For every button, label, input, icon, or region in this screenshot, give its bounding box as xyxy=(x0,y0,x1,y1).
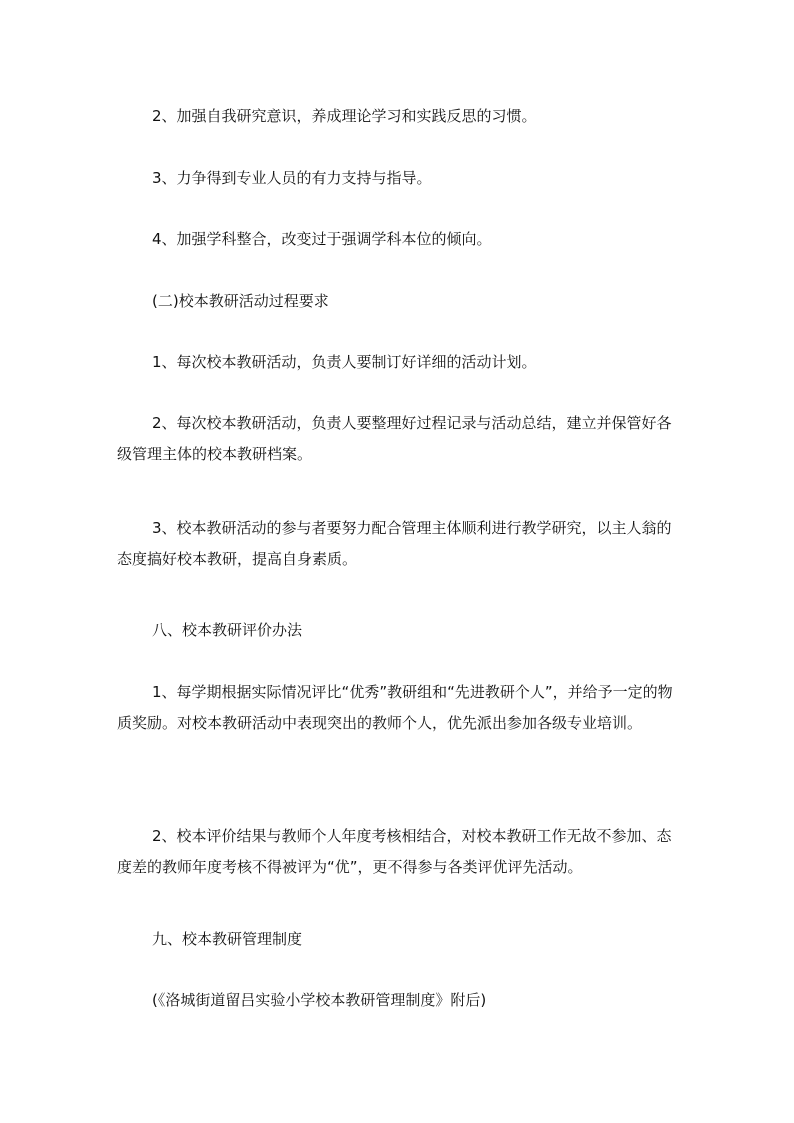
paragraph-subject-integration: 4、加强学科整合，改变过于强调学科本位的倾向。 xyxy=(152,230,492,248)
paragraph-appendix-note: (《洛城街道留吕实验小学校本教研管理制度》附后) xyxy=(152,991,487,1009)
section-heading-evaluation-methods: 八、校本教研评价办法 xyxy=(152,621,303,639)
paragraph-professional-support: 3、力争得到专业人员的有力支持与指导。 xyxy=(152,169,432,187)
paragraph-activity-plan: 1、每次校本教研活动，负责人要制订好详细的活动计划。 xyxy=(152,353,537,371)
paragraph-participant-cooperation: 3、校本教研活动的参与者要努力配合管理主体顺利进行教学研究，以主人翁的态度搞好校本教研，提高自身素质。 xyxy=(117,519,672,568)
paragraph-annual-awards: 1、每学期根据实际情况评比“优秀”教研组和“先进教研个人”，并给予一定的物质奖励。对校本教研活动中表现突出的教师个人，优先派出参加各级专业培训。 xyxy=(117,683,673,732)
paragraph-process-records: 2、每次校本教研活动，负责人要整理好过程记录与活动总结，建立并保管好各级管理主体的校本教研档案。 xyxy=(117,414,672,463)
section-heading-process-requirements: (二)校本教研活动过程要求 xyxy=(152,292,329,310)
paragraph-research-awareness: 2、加强自我研究意识，养成理论学习和实践反思的习惯。 xyxy=(152,107,537,125)
section-heading-management-system: 九、校本教研管理制度 xyxy=(152,930,303,948)
paragraph-assessment-linkage: 2、校本评价结果与教师个人年度考核相结合，对校本教研工作无故不参加、态度差的教师年度考核不得被评为“优”，更不得参与各类评优评先活动。 xyxy=(117,827,672,876)
